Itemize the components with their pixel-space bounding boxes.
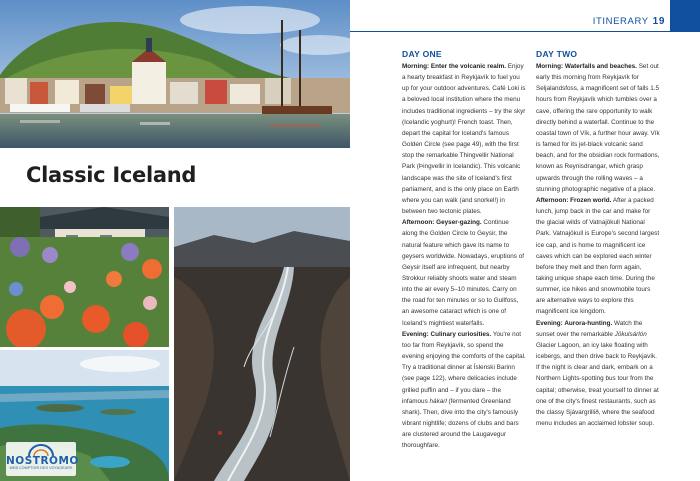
- day-one-evening-text-2: (fermented Greenland shark). Then, dive into the city's famously vibrant nightlife; dozens of clubs and bars are clustered around the Laugavegur thoroughfare.: [402, 397, 519, 450]
- day-one-evening: [402, 329, 526, 452]
- logo-arc-icon: [28, 444, 54, 456]
- day-one-afternoon-label: Afternoon: Geyser-gazing.: [402, 219, 482, 227]
- page-number: 19: [652, 16, 665, 27]
- day-one-morning-label: Morning: Enter the volcanic realm.: [402, 63, 506, 70]
- section-name: ITINERARY: [592, 16, 649, 27]
- day-two-evening-italic: Jökulsárlón: [614, 330, 647, 338]
- day-one-morning: [402, 61, 526, 217]
- day-two-evening-text-1: Watch the sunset over the remarkable: [536, 319, 643, 338]
- day-two-afternoon-text: After a packed lunch, jump back in the car and make for the glacial wilds of Vatnajökull National Park. Vatnajökull is Europe's second largest ice cap, and is home to magnificent ice caves which can be explored each winter before they melt and then form again, taking unique shape each time. During the summer, ice hikes and snowmobile tours are alternative ways to explore this magnificent ice kingdom.: [536, 196, 660, 316]
- page-title: Classic Iceland: [26, 163, 197, 187]
- header-rule: [350, 31, 670, 32]
- day-two-column: [536, 49, 660, 429]
- day-two-heading: DAY TWO: [536, 49, 578, 59]
- day-one-evening-label: Evening: Culinary curiosities.: [402, 330, 492, 338]
- day-one-heading: DAY ONE: [402, 49, 442, 59]
- header-color-tab: [670, 0, 700, 32]
- garden-flowers-photo: [0, 207, 169, 347]
- day-one-evening-italic: hákarl: [429, 397, 447, 405]
- day-two-afternoon: [536, 195, 660, 318]
- day-two-morning: [536, 61, 660, 195]
- harbour-town-photo: [0, 0, 350, 148]
- day-one-evening-text-1: You're not too far from Reykjavík, so spend the evening enjoying the comforts of the capital. Try a traditional dinner at Íslenski Barinn (see page 122), where delicacies include grilled puffin and – if you dare – the infamous: [402, 330, 526, 405]
- day-one-afternoon-text: Continue along the Golden Circle to Geysir, the natural feature which gave its name to geysers worldwide. Nowadays, eruptions of Geysir itself are infrequent, but nearby Strokkur reliably shoots water and steam into the air every 5–10 minutes. Carry on the road for ten minutes or so to Gullfoss, an awesome cataract which is one of Iceland's mightiest waterfalls.: [402, 219, 524, 327]
- logo-tagline: WEB COMPTOIR DES VOYAGEURS: [9, 466, 73, 470]
- glacial-river-canyon-photo: [174, 207, 350, 481]
- day-one-column: [402, 49, 526, 451]
- publisher-watermark-logo: [6, 442, 79, 476]
- day-one-afternoon: [402, 217, 526, 329]
- logo-name: NOSTROMO: [6, 455, 79, 467]
- day-two-afternoon-label: Afternoon: Frozen world.: [536, 196, 612, 204]
- day-two-morning-label: Morning: Waterfalls and beaches.: [536, 63, 637, 70]
- running-header: [585, 16, 665, 27]
- day-one-morning-text: Enjoy a hearty breakfast in Reykjavík to fuel you up for your outdoor adventures. Café Loki is a beloved local institution where the menu includes traditional ingredients – try the skyr (Icelandic yoghurt)! French toast. Then, depart the capital for Iceland's famous Golden Circle (see page 49), with the first stop the remarkable Thingvellir National Park (Þingvellir in Icelandic). This volcanic landscape was the site of Iceland's first parliament, and is the only place on Earth where you can walk (and snorkel!) in between two tectonic plates.: [402, 63, 526, 216]
- day-two-morning-text: Set out early this morning from Reykjavík for Seljalandsfoss, a magnificent set of falls 1.5 hours from Reykjavík which tumbles over a cave, offering the rare opportunity to walk directly behind a waterfall. Continue to the coastal town of Vík, a further hour away. Vík is famed for its jet-black volcanic sand beach, and for the obsidian rock formations, known as Reynisdrangar, which grasp upwards through the rolling waves – a stunning photographic negative of a place.: [536, 63, 660, 193]
- day-two-evening-label: Evening: Aurora-hunting.: [536, 319, 613, 327]
- day-two-evening-text-2: Glacier Lagoon, an icy lake floating with icebergs, and then drive back to Reykjavík. If the night is clear and dark, embark on a Northern Lights-spotting bus tour from the capital; otherwise, treat yourself to dinner at one of the city's finest restaurants, such as the classy Sjávargrillið, where the seafood menu includes an acclaimed lobster soup.: [536, 341, 659, 427]
- day-two-evening: [536, 318, 660, 430]
